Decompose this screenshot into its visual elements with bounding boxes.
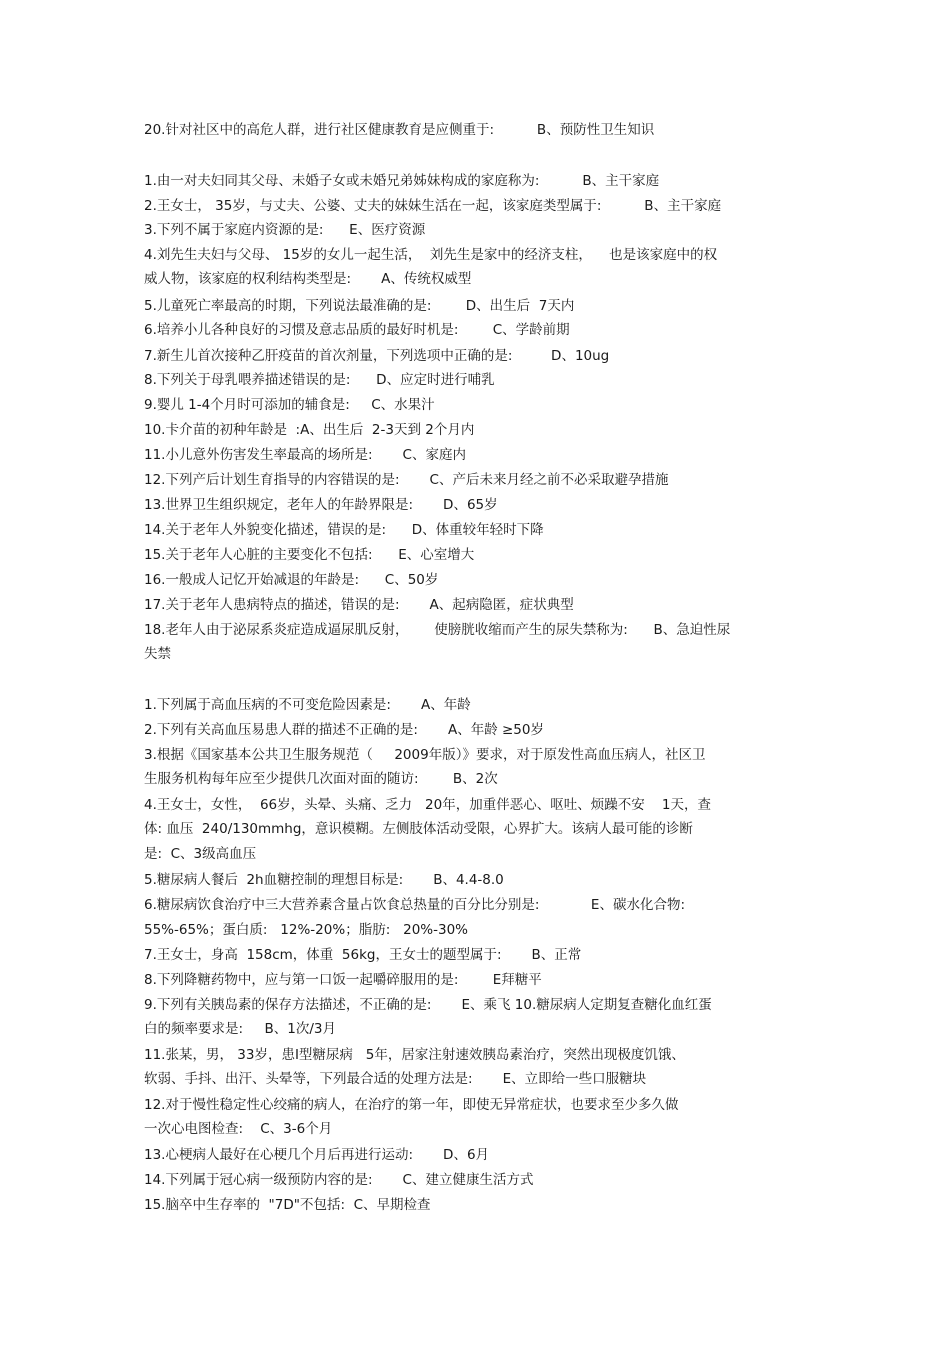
text-line: 14.下列属于冠心病一级预防内容的是: C、建立健康生活方式 [144,1172,534,1188]
text-line: 17.关于老年人患病特点的描述，错误的是: A、起病隐匿，症状典型 [144,597,574,613]
text-line: 5.糖尿病人餐后 2h血糖控制的理想目标是: B、4.4-8.0 [144,872,504,888]
text-line: 失禁 [144,646,171,662]
text-line: 1.下列属于高血压病的不可变危险因素是: A、年龄 [144,697,471,713]
text-line: 16.一般成人记忆开始减退的年龄是: C、50岁 [144,572,439,588]
text-line: 20.针对社区中的高危人群，进行社区健康教育是应侧重于: B、预防性卫生知识 [144,122,655,138]
text-line: 7.王女士，身高 158cm，体重 56kg，王女士的题型属于: B、正常 [144,947,582,963]
text-line: 2.下列有关高血压易患人群的描述不正确的是: A、年龄 ≥50岁 [144,722,544,738]
text-line: 6.培养小儿各种良好的习惯及意志品质的最好时机是: C、学龄前期 [144,322,570,338]
text-line: 55%-65%；蛋白质: 12%-20%；脂肪: 20%-30% [144,922,468,938]
text-line: 8.下列关于母乳喂养描述错误的是: D、应定时进行哺乳 [144,372,495,388]
text-line: 18.老年人由于泌尿系炎症造成逼尿肌反射， 使膀胱收缩而产生的尿失禁称为: B、急迫性尿 [144,622,731,638]
text-line: 白的频率要求是: B、1次/3月 [144,1021,336,1037]
text-line: 一次心电图检查: C、3-6个月 [144,1121,333,1137]
text-line: 7.新生儿首次接种乙肝疫苗的首次剂量，下列选项中正确的是: D、10ug [144,348,610,364]
text-line: 9.婴儿 1-4个月时可添加的辅食是: C、水果汁 [144,397,435,413]
text-line: 13.心梗病人最好在心梗几个月后再进行运动: D、6月 [144,1147,490,1163]
text-line: 3.下列不属于家庭内资源的是: E、医疗资源 [144,222,426,238]
text-line: 3.根据《国家基本公共卫生服务规范（ 2009年版）》要求，对于原发性高血压病人，社区卫 [144,747,706,763]
text-line: 是: C、3级高血压 [144,846,257,862]
text-line: 生服务机构每年应至少提供几次面对面的随访: B、2次 [144,771,498,787]
text-line: 15.关于老年人心脏的主要变化不包括: E、心室增大 [144,547,475,563]
text-line: 8.下列降糖药物中，应与第一口饭一起嚼碎服用的是: E拜糖平 [144,972,542,988]
text-line: 13.世界卫生组织规定，老年人的年龄界限是: D、65岁 [144,497,498,513]
text-line: 1.由一对夫妇同其父母、未婚子女或未婚兄弟姊妹构成的家庭称为: B、主干家庭 [144,173,660,189]
text-line: 15.脑卒中生存率的 "7D"不包括: C、早期检查 [144,1197,431,1213]
text-line: 14.关于老年人外貌变化描述，错误的是: D、体重较年轻时下降 [144,522,544,538]
text-line: 体: 血压 240/130mmhg，意识模糊。左侧肢体活动受限，心界扩大。该病人最可能的诊断 [144,821,693,837]
text-line: 4.刘先生夫妇与父母、 15岁的女儿一起生活， 刘先生是家中的经济支柱， 也是该家庭中的权 [144,247,718,263]
text-line: 6.糖尿病饮食治疗中三大营养素含量占饮食总热量的百分比分别是: E、碳水化合物: [144,897,686,913]
text-line: 12.下列产后计划生育指导的内容错误的是: C、产后未来月经之前不必采取避孕措施 [144,472,669,488]
text-line: 10.卡介苗的初种年龄是 :A、出生后 2-3天到 2个月内 [144,422,475,438]
text-line: 9.下列有关胰岛素的保存方法描述，不正确的是: E、乘飞 10.糖尿病人定期复查糖化血红蛋 [144,997,712,1013]
text-line: 11.张某，男， 33岁，患Ⅰ型糖尿病 5年，居家注射速效胰岛素治疗，突然出现极度饥饿、 [144,1047,685,1063]
text-line: 2.王女士， 35岁，与丈夫、公婆、丈夫的妹妹生活在一起，该家庭类型属于: B、主干家庭 [144,198,722,214]
text-line: 11.小儿意外伤害发生率最高的场所是: C、家庭内 [144,447,466,463]
text-line: 软弱、手抖、出汗、头晕等，下列最合适的处理方法是: E、立即给一些口服糖块 [144,1071,647,1087]
text-line: 威人物，该家庭的权利结构类型是: A、传统权威型 [144,271,472,287]
text-line: 12.对于慢性稳定性心绞痛的病人，在治疗的第一年，即使无异常症状，也要求至少多久做 [144,1097,679,1113]
text-line: 5.儿童死亡率最高的时期，下列说法最准确的是: D、出生后 7天内 [144,298,575,314]
text-line: 4.王女士，女性， 66岁，头晕、头痛、乏力 20年，加重伴恶心、呕吐、烦躁不安 1天，查 [144,797,711,813]
